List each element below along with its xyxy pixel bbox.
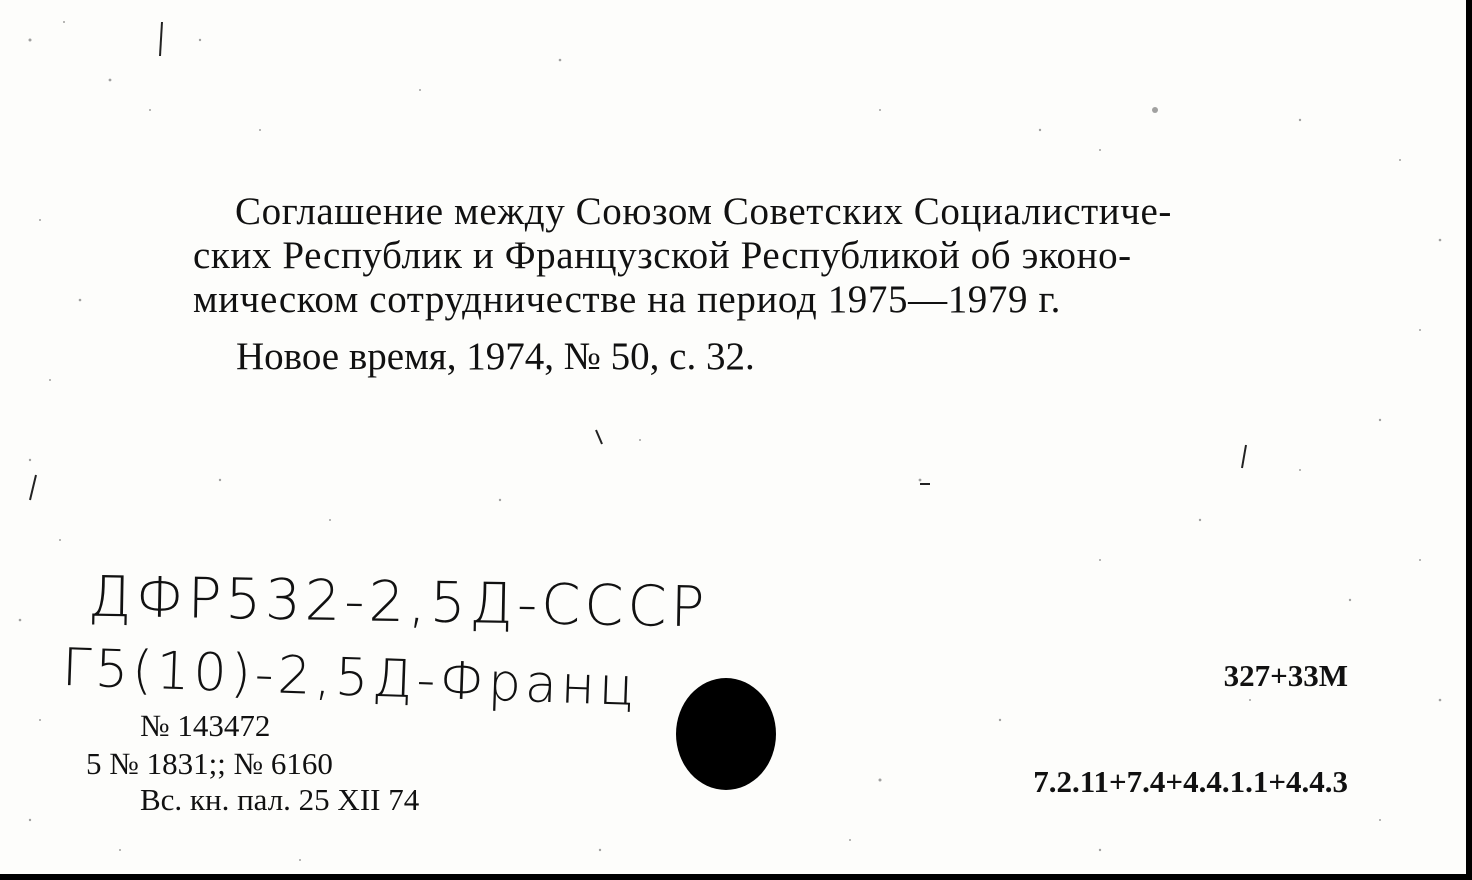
title-line-1: Соглашение между Союзом Советских Социалистиче-	[235, 190, 1172, 233]
chamber-date: Вс. кн. пал. 25 XII 74	[140, 782, 420, 817]
record-number: № 143472	[140, 708, 271, 743]
subject-index-code: 7.2.11+7.4+4.4.1.1+4.4.3	[1033, 764, 1348, 799]
card-title	[193, 190, 1363, 322]
source-citation: Новое время, 1974, № 50, с. 32.	[236, 335, 755, 378]
scan-edge-right	[1466, 0, 1472, 880]
handwritten-classification-1: ДФР532-2,5Д-СССР	[87, 564, 709, 641]
title-line-2: ских Республик и Французской Республикой об эконо-	[193, 234, 1132, 277]
title-line-3: мическом сотрудничестве на период 1975—1979 г.	[193, 278, 1061, 321]
handwritten-classification-2: Г5(10)-2,5Д-Франц	[61, 637, 640, 719]
record-references: 5 № 1831;; № 6160	[86, 746, 333, 781]
scan-edge-bottom	[0, 874, 1472, 880]
punch-hole	[676, 678, 776, 790]
shelf-code: 327+33М	[1223, 658, 1348, 693]
